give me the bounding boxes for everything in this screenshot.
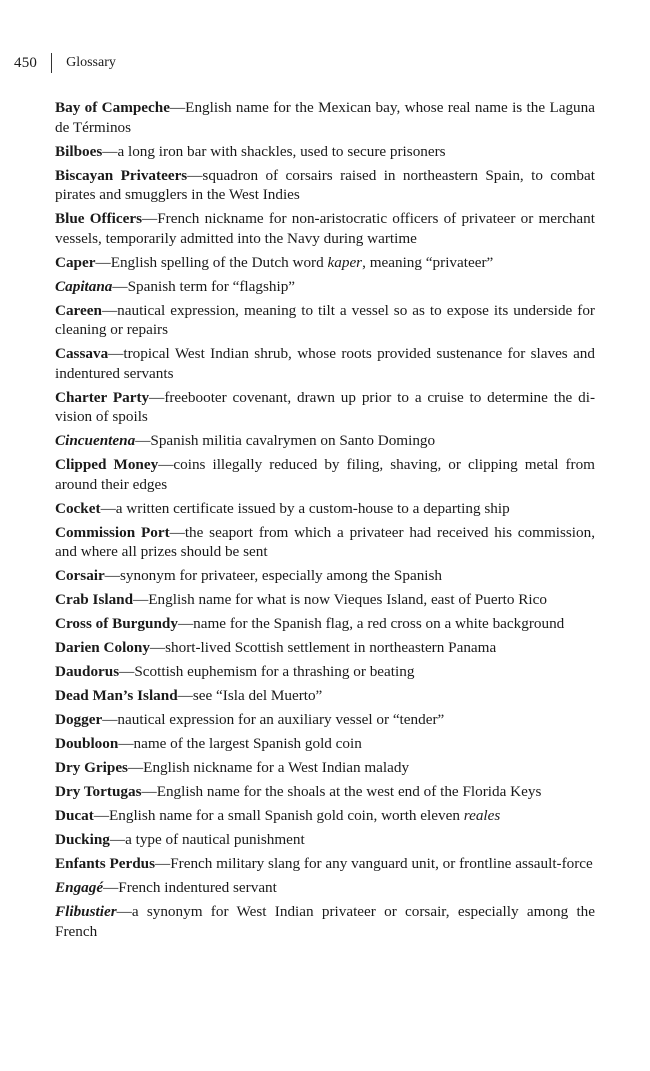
glossary-entry xyxy=(55,98,595,137)
em-dash: — xyxy=(141,783,157,800)
em-dash: — xyxy=(116,903,132,920)
glossary-entry xyxy=(55,686,595,706)
definition-text: short-lived Scottish settlement in northeastern Panama xyxy=(165,639,497,656)
glossary-entry xyxy=(55,806,595,826)
section-title: Glossary xyxy=(66,55,116,70)
glossary-definition xyxy=(118,879,277,896)
definition-text: a written certificate issued by a custom-house to a departing ship xyxy=(115,499,510,517)
glossary-term: Commission Port xyxy=(55,523,170,541)
glossary-entry xyxy=(55,830,595,850)
em-dash: — xyxy=(119,663,135,680)
em-dash: — xyxy=(108,345,124,362)
em-dash: — xyxy=(102,711,118,728)
glossary-term: Engagé xyxy=(55,879,104,896)
em-dash: — xyxy=(103,879,119,896)
definition-text: name of the largest Spanish gold coin xyxy=(133,735,362,752)
glossary-term: Ducat xyxy=(55,807,94,824)
em-dash: — xyxy=(100,499,116,517)
glossary-definition xyxy=(117,143,445,160)
glossary-entry xyxy=(55,758,595,778)
em-dash: — xyxy=(187,166,203,184)
definition-text: the seaport from which a privateer had received his commission, and where all prizes should be sent xyxy=(55,523,595,560)
em-dash: — xyxy=(93,807,109,824)
glossary-term: Ducking xyxy=(55,831,110,848)
definition-text: English name for what is now Vieques Island, east of Puerto Rico xyxy=(148,591,547,608)
definition-text: French nickname for non-aristocratic officers of privateer or merchant vessels, temporarily admitted into the Navy during wartime xyxy=(55,210,595,247)
glossary-entries xyxy=(55,98,595,946)
glossary-entry xyxy=(55,566,595,586)
glossary-definition xyxy=(55,345,595,382)
definition-text: English nickname for a West Indian malady xyxy=(143,759,410,776)
glossary-entry xyxy=(55,499,595,519)
definition-text: Spanish term for “flagship” xyxy=(127,277,296,295)
glossary-definition xyxy=(143,759,409,776)
em-dash: — xyxy=(112,277,128,295)
definition-text: English spelling of the Dutch word xyxy=(110,253,328,271)
em-dash: — xyxy=(135,432,151,449)
em-dash: — xyxy=(109,831,126,848)
glossary-term: Darien Colony xyxy=(55,639,150,656)
glossary-term: Dry Gripes xyxy=(55,759,128,776)
glossary-term: Corsair xyxy=(55,567,105,584)
glossary-definition xyxy=(125,831,305,848)
em-dash: — xyxy=(177,687,193,704)
definition-text: squadron of corsairs raised in northeastern Spain, to combat pirates and smugglers in the West Indies xyxy=(55,166,595,203)
glossary-definition xyxy=(193,687,322,704)
glossary-entry xyxy=(55,277,595,297)
glossary-term: Bilboes xyxy=(55,142,103,160)
definition-text: a synonym for West Indian privateer or corsair, especially among the French xyxy=(55,903,595,940)
glossary-term: Flibustier xyxy=(55,903,117,920)
definition-text: Spanish militia cavalrymen on Santo Domingo xyxy=(150,432,436,449)
definition-text: English name for the shoals at the west end of the Florida Keys xyxy=(156,783,542,800)
glossary-term: Enfants Perdus xyxy=(55,855,156,872)
definition-text: English name for a small Spanish gold coin, worth eleven xyxy=(109,807,464,824)
definition-text: coins illegally reduced by filing, shaving, or clipping metal from around their edges xyxy=(55,456,595,493)
glossary-definition xyxy=(148,591,547,608)
glossary-definition xyxy=(55,903,595,940)
em-dash: — xyxy=(102,142,118,160)
glossary-entry xyxy=(55,344,595,383)
definition-text: a type of nautical punishment xyxy=(125,831,305,848)
glossary-entry xyxy=(55,710,595,730)
definition-text: tropical West Indian shrub, whose roots provided sustenance for slaves and indentured servants xyxy=(55,345,595,382)
definition-text: French indentured servant xyxy=(118,879,277,896)
glossary-term: Bay of Campeche xyxy=(55,99,170,116)
glossary-entry xyxy=(55,878,595,898)
definition-text: , meaning “privateer” xyxy=(362,253,494,271)
definition-text: English name for the Mexican bay, whose real name is the Laguna de Términos xyxy=(55,99,595,136)
em-dash: — xyxy=(169,99,186,116)
definition-italic-text: kaper xyxy=(327,253,363,271)
em-dash: — xyxy=(155,855,171,872)
em-dash: — xyxy=(95,253,111,271)
glossary-term: Dry Tortugas xyxy=(55,783,142,800)
definition-text: name for the Spanish flag, a red cross on a white background xyxy=(193,615,565,632)
header-divider xyxy=(51,53,52,73)
glossary-entry xyxy=(55,614,595,634)
glossary-entry xyxy=(55,854,595,874)
glossary-entry xyxy=(55,662,595,682)
glossary-term: Cassava xyxy=(55,345,109,362)
glossary-definition xyxy=(193,615,564,632)
em-dash: — xyxy=(149,639,166,656)
glossary-entry xyxy=(55,253,595,273)
glossary-entry xyxy=(55,590,595,610)
glossary-entry xyxy=(55,388,595,427)
definition-text: nautical expression, meaning to tilt a vessel so as to expose its underside for cleaning or repairs xyxy=(55,301,595,338)
glossary-definition xyxy=(109,807,500,824)
glossary-definition xyxy=(55,302,595,339)
running-head xyxy=(14,52,116,74)
em-dash: — xyxy=(149,388,165,406)
page-number: 450 xyxy=(14,54,38,71)
glossary-term: Cross of Burgundy xyxy=(55,615,178,632)
glossary-entry xyxy=(55,301,595,340)
em-dash: — xyxy=(133,591,149,608)
glossary-definition xyxy=(111,254,494,271)
glossary-entry xyxy=(55,734,595,754)
definition-italic-text: reales xyxy=(463,807,501,824)
glossary-entry xyxy=(55,638,595,658)
definition-text: synonym for privateer, especially among the Spanish xyxy=(119,567,443,584)
definition-text: freebooter covenant, drawn up prior to a cruise to determine the di-vision of spoils xyxy=(55,388,596,425)
em-dash: — xyxy=(118,735,134,752)
glossary-term: Doubloon xyxy=(55,735,119,752)
glossary-definition xyxy=(157,783,542,800)
em-dash: — xyxy=(142,210,158,227)
glossary-term: Biscayan Privateers xyxy=(55,166,188,184)
glossary-entry xyxy=(55,902,595,941)
definition-text: see “Isla del Muerto” xyxy=(192,687,323,704)
em-dash: — xyxy=(158,456,174,473)
glossary-entry xyxy=(55,166,595,205)
em-dash: — xyxy=(177,615,194,632)
glossary-entry xyxy=(55,431,595,451)
glossary-definition xyxy=(116,500,510,517)
glossary-term: Caper xyxy=(55,253,96,271)
definition-text: a long iron bar with shackles, used to secure prisoners xyxy=(117,142,446,160)
glossary-term: Dogger xyxy=(55,711,103,728)
glossary-term: Capitana xyxy=(55,277,113,295)
glossary-entry xyxy=(55,455,595,494)
definition-text: Scottish euphemism for a thrashing or beating xyxy=(134,663,415,680)
glossary-definition xyxy=(128,278,295,295)
glossary-definition xyxy=(120,567,442,584)
em-dash: — xyxy=(127,759,144,776)
glossary-definition xyxy=(134,663,414,680)
glossary-term: Dead Man’s Island xyxy=(55,687,178,704)
glossary-term: Crab Island xyxy=(55,591,134,608)
glossary-definition xyxy=(134,735,362,752)
glossary-term: Cocket xyxy=(55,499,101,517)
glossary-entry xyxy=(55,523,595,562)
glossary-term: Blue Officers xyxy=(55,210,143,227)
glossary-definition xyxy=(117,711,444,728)
glossary-term: Daudorus xyxy=(55,663,120,680)
glossary-term: Careen xyxy=(55,301,102,319)
glossary-entry xyxy=(55,782,595,802)
glossary-term: Charter Party xyxy=(55,388,150,406)
glossary-definition xyxy=(170,855,593,872)
em-dash: — xyxy=(169,523,185,541)
glossary-definition xyxy=(165,639,496,656)
definition-text: nautical expression for an auxiliary vessel or “tender” xyxy=(117,711,445,728)
glossary-entry xyxy=(55,209,595,248)
glossary-term: Cincuentena xyxy=(55,432,136,449)
definition-text: French military slang for any vanguard unit, or frontline assault-force xyxy=(170,855,593,872)
em-dash: — xyxy=(104,567,120,584)
glossary-term: Clipped Money xyxy=(55,456,159,473)
em-dash: — xyxy=(101,301,118,319)
glossary-entry xyxy=(55,142,595,162)
glossary-definition xyxy=(150,432,435,449)
